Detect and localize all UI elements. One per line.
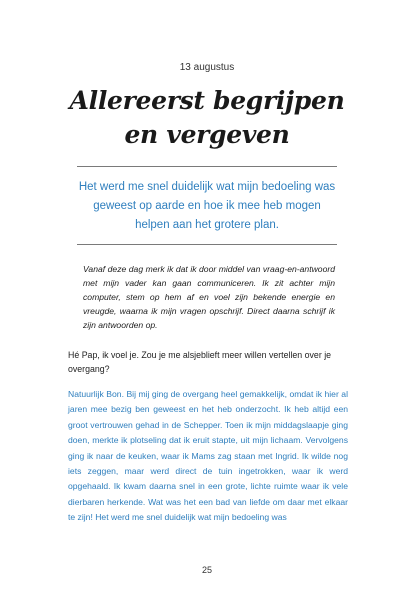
divider-bottom (77, 244, 337, 245)
chapter-date: 13 augustus (179, 62, 235, 73)
lead-quote: Het werd me snel duidelijk wat mijn bedoeling was geweest op aarde en hoe ik mee heb mogen helpen aan het grotere plan. (78, 181, 336, 231)
page-number: 25 (201, 565, 212, 575)
chapter-title: Allereerst begrijpen en vergeven (69, 86, 345, 149)
question-paragraph: Hé Pap, ik voel je. Zou je me alsjeblieft meer willen vertellen over je overgang? (68, 350, 332, 374)
intro-paragraph: Vanaf deze dag merk ik dat ik door middel van vraag-en-antwoord met mijn vader kan gaan communiceren. Ik zit achter mijn computer, stem op hem af en voel zijn bekende energie en vreugde, waarna ik mijn vragen opschrijf. Direct daarna schrijf ik zijn antwoorden op. (83, 264, 335, 330)
answer-paragraph: Natuurlijk Bon. Bij mij ging de overgang heel gemakkelijk, omdat ik hier al jaren mee bezig ben geweest en het heb onderzocht. Ik heb altijd een groot vertrouwen gehad in de Schepper. Toen ik mijn middagslaapje ging doen, merkte ik plotseling dat ik eruit stapte, uit mijn lichaam. Vervolgens ging ik naar de keuken, waar ik Mams zag staan met Ingrid. Ik wilde nog iets zeggen, maar werd direct de tuin ingetrokken, waar ik werd opgehaald. Ik kwam daarna snel in een grote, lichte ruimte waar ik vele dierbaren herkende. Wat was het een bad van liefde om daar met elkaar te zijn! Het werd me snel duidelijk wat mijn bedoeling was (68, 389, 348, 523)
divider-top (77, 166, 337, 167)
